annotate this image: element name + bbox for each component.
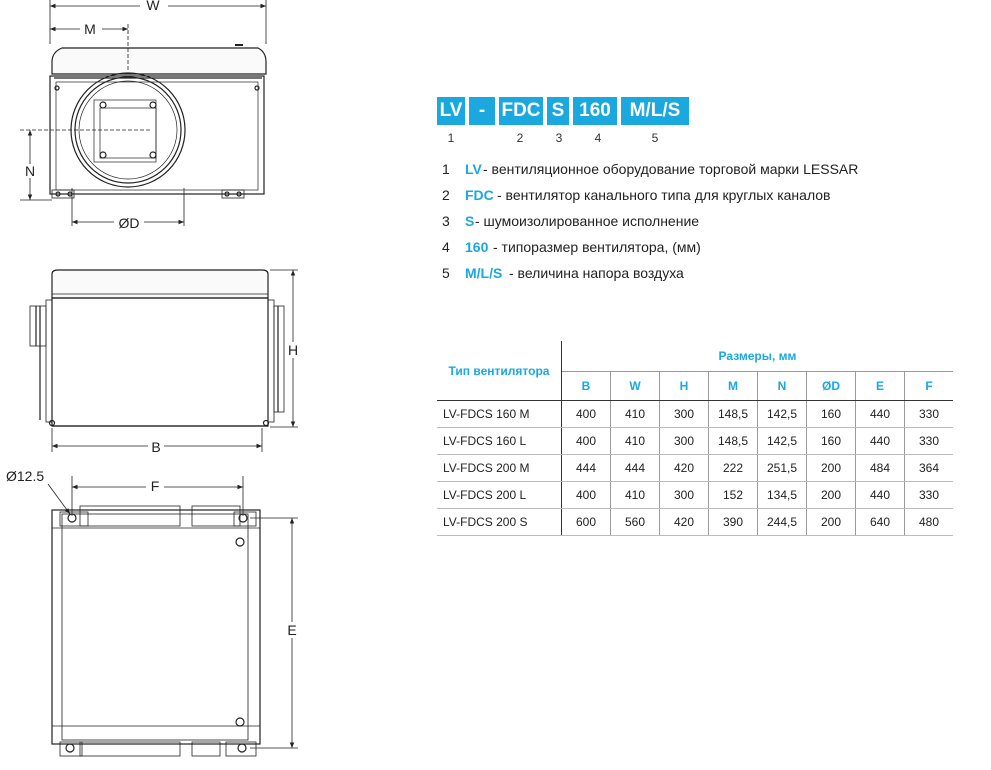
table-row (437, 401, 953, 428)
dimension-cell: 160 (807, 428, 856, 455)
legend-text: - шумоизолированное исполнение (475, 213, 700, 229)
dimension-cell: 440 (856, 428, 905, 455)
dimension-cell: 420 (660, 509, 709, 536)
dimension-cell: 640 (856, 509, 905, 536)
side-view (30, 270, 284, 426)
dimension-cell: 364 (905, 455, 954, 482)
legend-text: - типоразмер вентилятора, (мм) (493, 239, 701, 255)
dimension-cell: 400 (562, 482, 611, 509)
dimension-cell: 560 (611, 509, 660, 536)
dim-label-f: F (150, 478, 160, 494)
dimension-cell: 200 (807, 509, 856, 536)
dim-label-od: ØD (118, 215, 140, 231)
dimension-cell: 251,5 (758, 455, 807, 482)
dimension-cell: 300 (660, 401, 709, 428)
table-row (437, 482, 953, 509)
legend-number: 2 (442, 187, 450, 203)
dimension-cell: 484 (856, 455, 905, 482)
dimension-cell: 142,5 (758, 428, 807, 455)
column-header: H (660, 372, 709, 401)
column-header: F (905, 372, 954, 401)
dimension-cell: 600 (562, 509, 611, 536)
type-column-header: Тип вентилятора (437, 341, 562, 401)
code-part-size: 160 (573, 97, 617, 125)
dimension-cell: 444 (611, 455, 660, 482)
dimension-cell: 330 (905, 401, 954, 428)
code-part-pressure: M/L/S (621, 97, 689, 125)
dim-label-w: W (146, 0, 160, 13)
dimension-cell: 440 (856, 482, 905, 509)
dim-label-hole: Ø12.5 (6, 468, 45, 484)
dimension-cell: 410 (611, 428, 660, 455)
dimension-cell: 222 (709, 455, 758, 482)
model-name-cell: LV-FDCS 160 M (437, 401, 562, 428)
dimension-cell: 200 (807, 455, 856, 482)
code-number-3: 3 (555, 131, 563, 145)
dimensions-group-header: Размеры, мм (562, 341, 954, 372)
dimension-cell: 390 (709, 509, 758, 536)
code-part-dash: - (469, 97, 495, 125)
legend-number: 1 (442, 161, 450, 177)
code-number-1: 1 (447, 131, 455, 145)
top-view (52, 506, 260, 756)
code-part-type: FDC (499, 97, 543, 125)
legend-number: 3 (442, 213, 450, 229)
table-row (437, 455, 953, 482)
column-header: B (562, 372, 611, 401)
column-header: ØD (807, 372, 856, 401)
dimension-cell: 444 (562, 455, 611, 482)
dimension-cell: 142,5 (758, 401, 807, 428)
dimension-cell: 420 (660, 455, 709, 482)
dimension-cell: 152 (709, 482, 758, 509)
legend-code: M/L/S (465, 265, 503, 281)
dimension-cell: 400 (562, 401, 611, 428)
dim-label-e: E (287, 622, 297, 638)
dimension-cell: 134,5 (758, 482, 807, 509)
legend-code: S (465, 213, 475, 229)
dimension-cell: 330 (905, 428, 954, 455)
legend-code: FDC (465, 187, 494, 203)
column-header: W (611, 372, 660, 401)
legend-number: 5 (442, 265, 450, 281)
dimension-cell: 410 (611, 401, 660, 428)
legend-text: - вентилятор канального типа для круглых каналов (497, 187, 831, 203)
legend-text: - вентиляционное оборудование торговой марки LESSAR (483, 161, 859, 177)
code-number-2: 2 (516, 131, 524, 145)
table-row (437, 509, 953, 536)
legend-code: LV (465, 161, 482, 177)
front-view (50, 45, 266, 198)
dim-label-m: M (84, 21, 96, 37)
dimension-cell: 300 (660, 482, 709, 509)
technical-drawings (0, 0, 420, 770)
dimension-cell: 148,5 (709, 401, 758, 428)
dimension-cell: 244,5 (758, 509, 807, 536)
legend-number: 4 (442, 239, 450, 255)
column-header: M (709, 372, 758, 401)
dimension-cell: 400 (562, 428, 611, 455)
column-header: E (856, 372, 905, 401)
table-row (437, 428, 953, 455)
model-name-cell: LV-FDCS 200 M (437, 455, 562, 482)
dimensions-table (437, 341, 953, 536)
dim-label-h: H (287, 342, 299, 358)
dimension-cell: 330 (905, 482, 954, 509)
dimension-cell: 300 (660, 428, 709, 455)
dimension-cell: 440 (856, 401, 905, 428)
dim-label-b: B (151, 439, 161, 455)
code-part-brand: LV (437, 97, 465, 125)
model-name-cell: LV-FDCS 200 S (437, 509, 562, 536)
column-header: N (758, 372, 807, 401)
dimension-cell: 410 (611, 482, 660, 509)
dimension-cell: 148,5 (709, 428, 758, 455)
model-name-cell: LV-FDCS 200 L (437, 482, 562, 509)
legend-code: 160 (465, 239, 489, 255)
legend-text: - величина напора воздуха (509, 265, 684, 281)
dim-label-n: N (24, 163, 36, 179)
dimension-cell: 200 (807, 482, 856, 509)
model-name-cell: LV-FDCS 160 L (437, 428, 562, 455)
dimension-cell: 160 (807, 401, 856, 428)
code-number-4: 4 (594, 131, 602, 145)
code-number-5: 5 (651, 131, 659, 145)
dimension-cell: 480 (905, 509, 954, 536)
code-part-silent: S (547, 97, 569, 125)
